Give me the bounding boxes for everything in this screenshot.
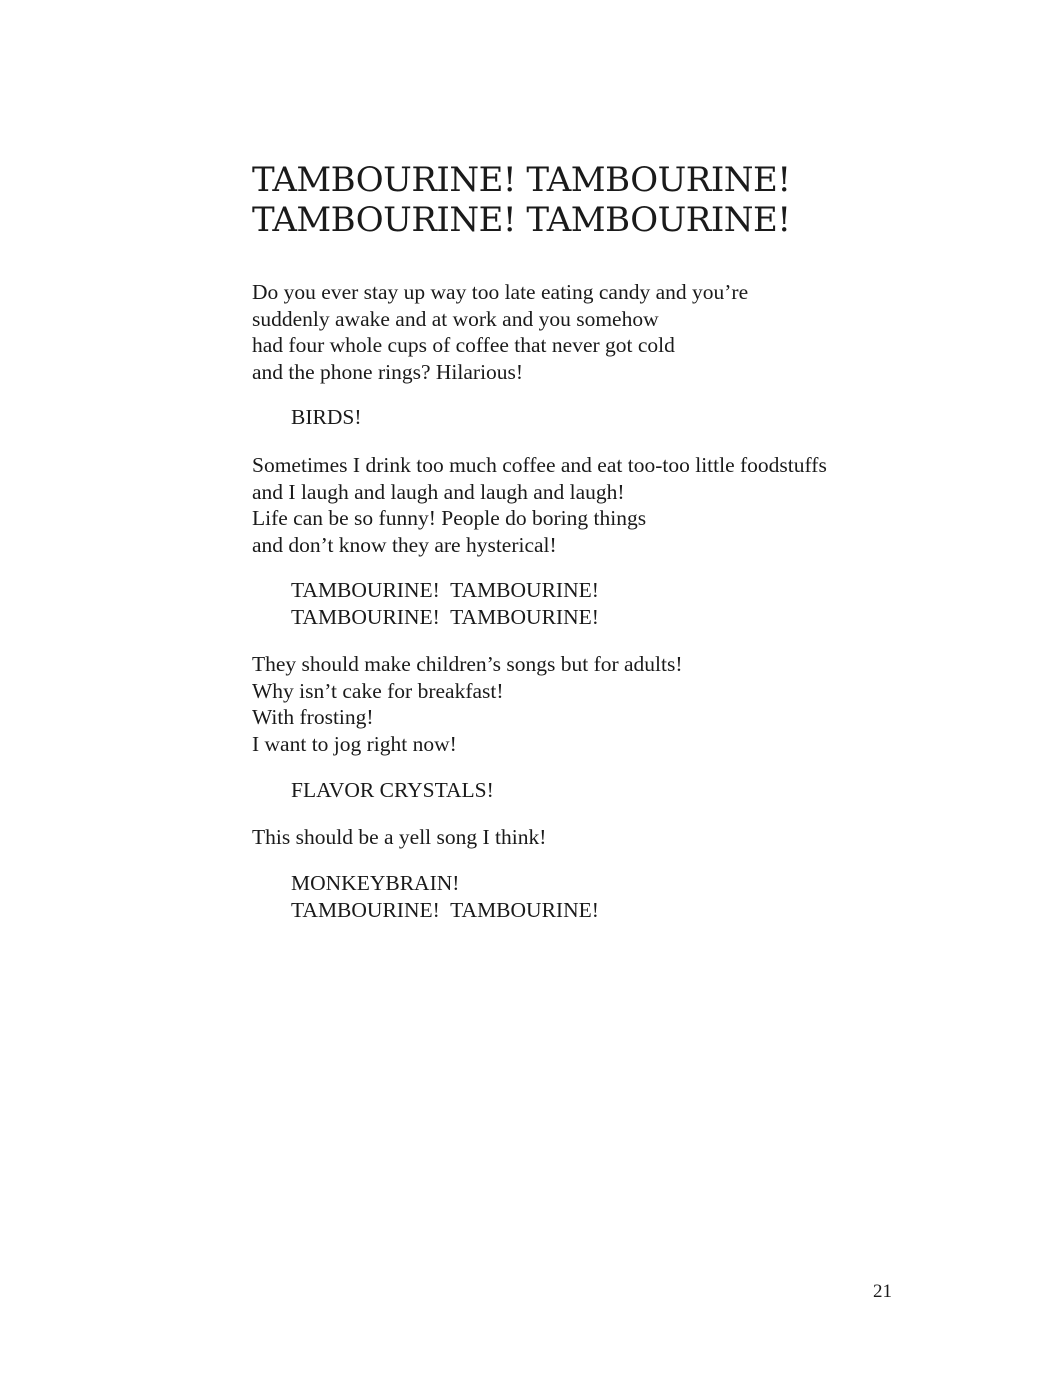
verse-line: and the phone rings? Hilarious! [252,359,524,384]
refrain-line: TAMBOURINE! TAMBOURINE! [291,578,599,602]
verse-line: They should make children’s songs but for adults! [252,652,683,676]
verse-line: and I laugh and laugh and laugh and laugh! [252,479,625,504]
refrain-line: TAMBOURINE! TAMBOURINE! [291,604,599,629]
refrain-1 [291,404,891,431]
stanza-4 [252,824,912,851]
verse-line: Life can be so funny! People do boring things [252,506,647,530]
page-number: 21 [873,1281,892,1302]
refrain-4 [291,870,891,923]
stanza-3 [252,651,912,757]
refrain-3 [291,777,891,804]
verse-line: Sometimes I drink too much coffee and eat too-too little foodstuffs [252,453,827,477]
stanza-2 [252,452,912,558]
title-line: TAMBOURINE! TAMBOURINE! [252,160,791,200]
verse-line: Do you ever stay up way too late eating candy and you’re [252,280,749,304]
refrain-2 [291,577,891,630]
verse-line: This should be a yell song I think! [252,825,547,849]
verse-line: With frosting! [252,705,374,729]
refrain-line: FLAVOR CRYSTALS! [291,778,494,802]
verse-line: suddenly awake and at work and you somehow [252,306,659,331]
refrain-line: TAMBOURINE! TAMBOURINE! [291,897,599,922]
stanza-1 [252,279,912,385]
verse-line: Why isn’t cake for breakfast! [252,678,504,703]
refrain-line: MONKEYBRAIN! [291,871,460,895]
refrain-line: BIRDS! [291,405,362,429]
verse-line: and don’t know they are hysterical! [252,532,557,557]
verse-line: I want to jog right now! [252,731,457,756]
title-line: TAMBOURINE! TAMBOURINE! [252,200,791,240]
verse-line: had four whole cups of coffee that never got cold [252,333,675,357]
poem-title [252,160,892,240]
